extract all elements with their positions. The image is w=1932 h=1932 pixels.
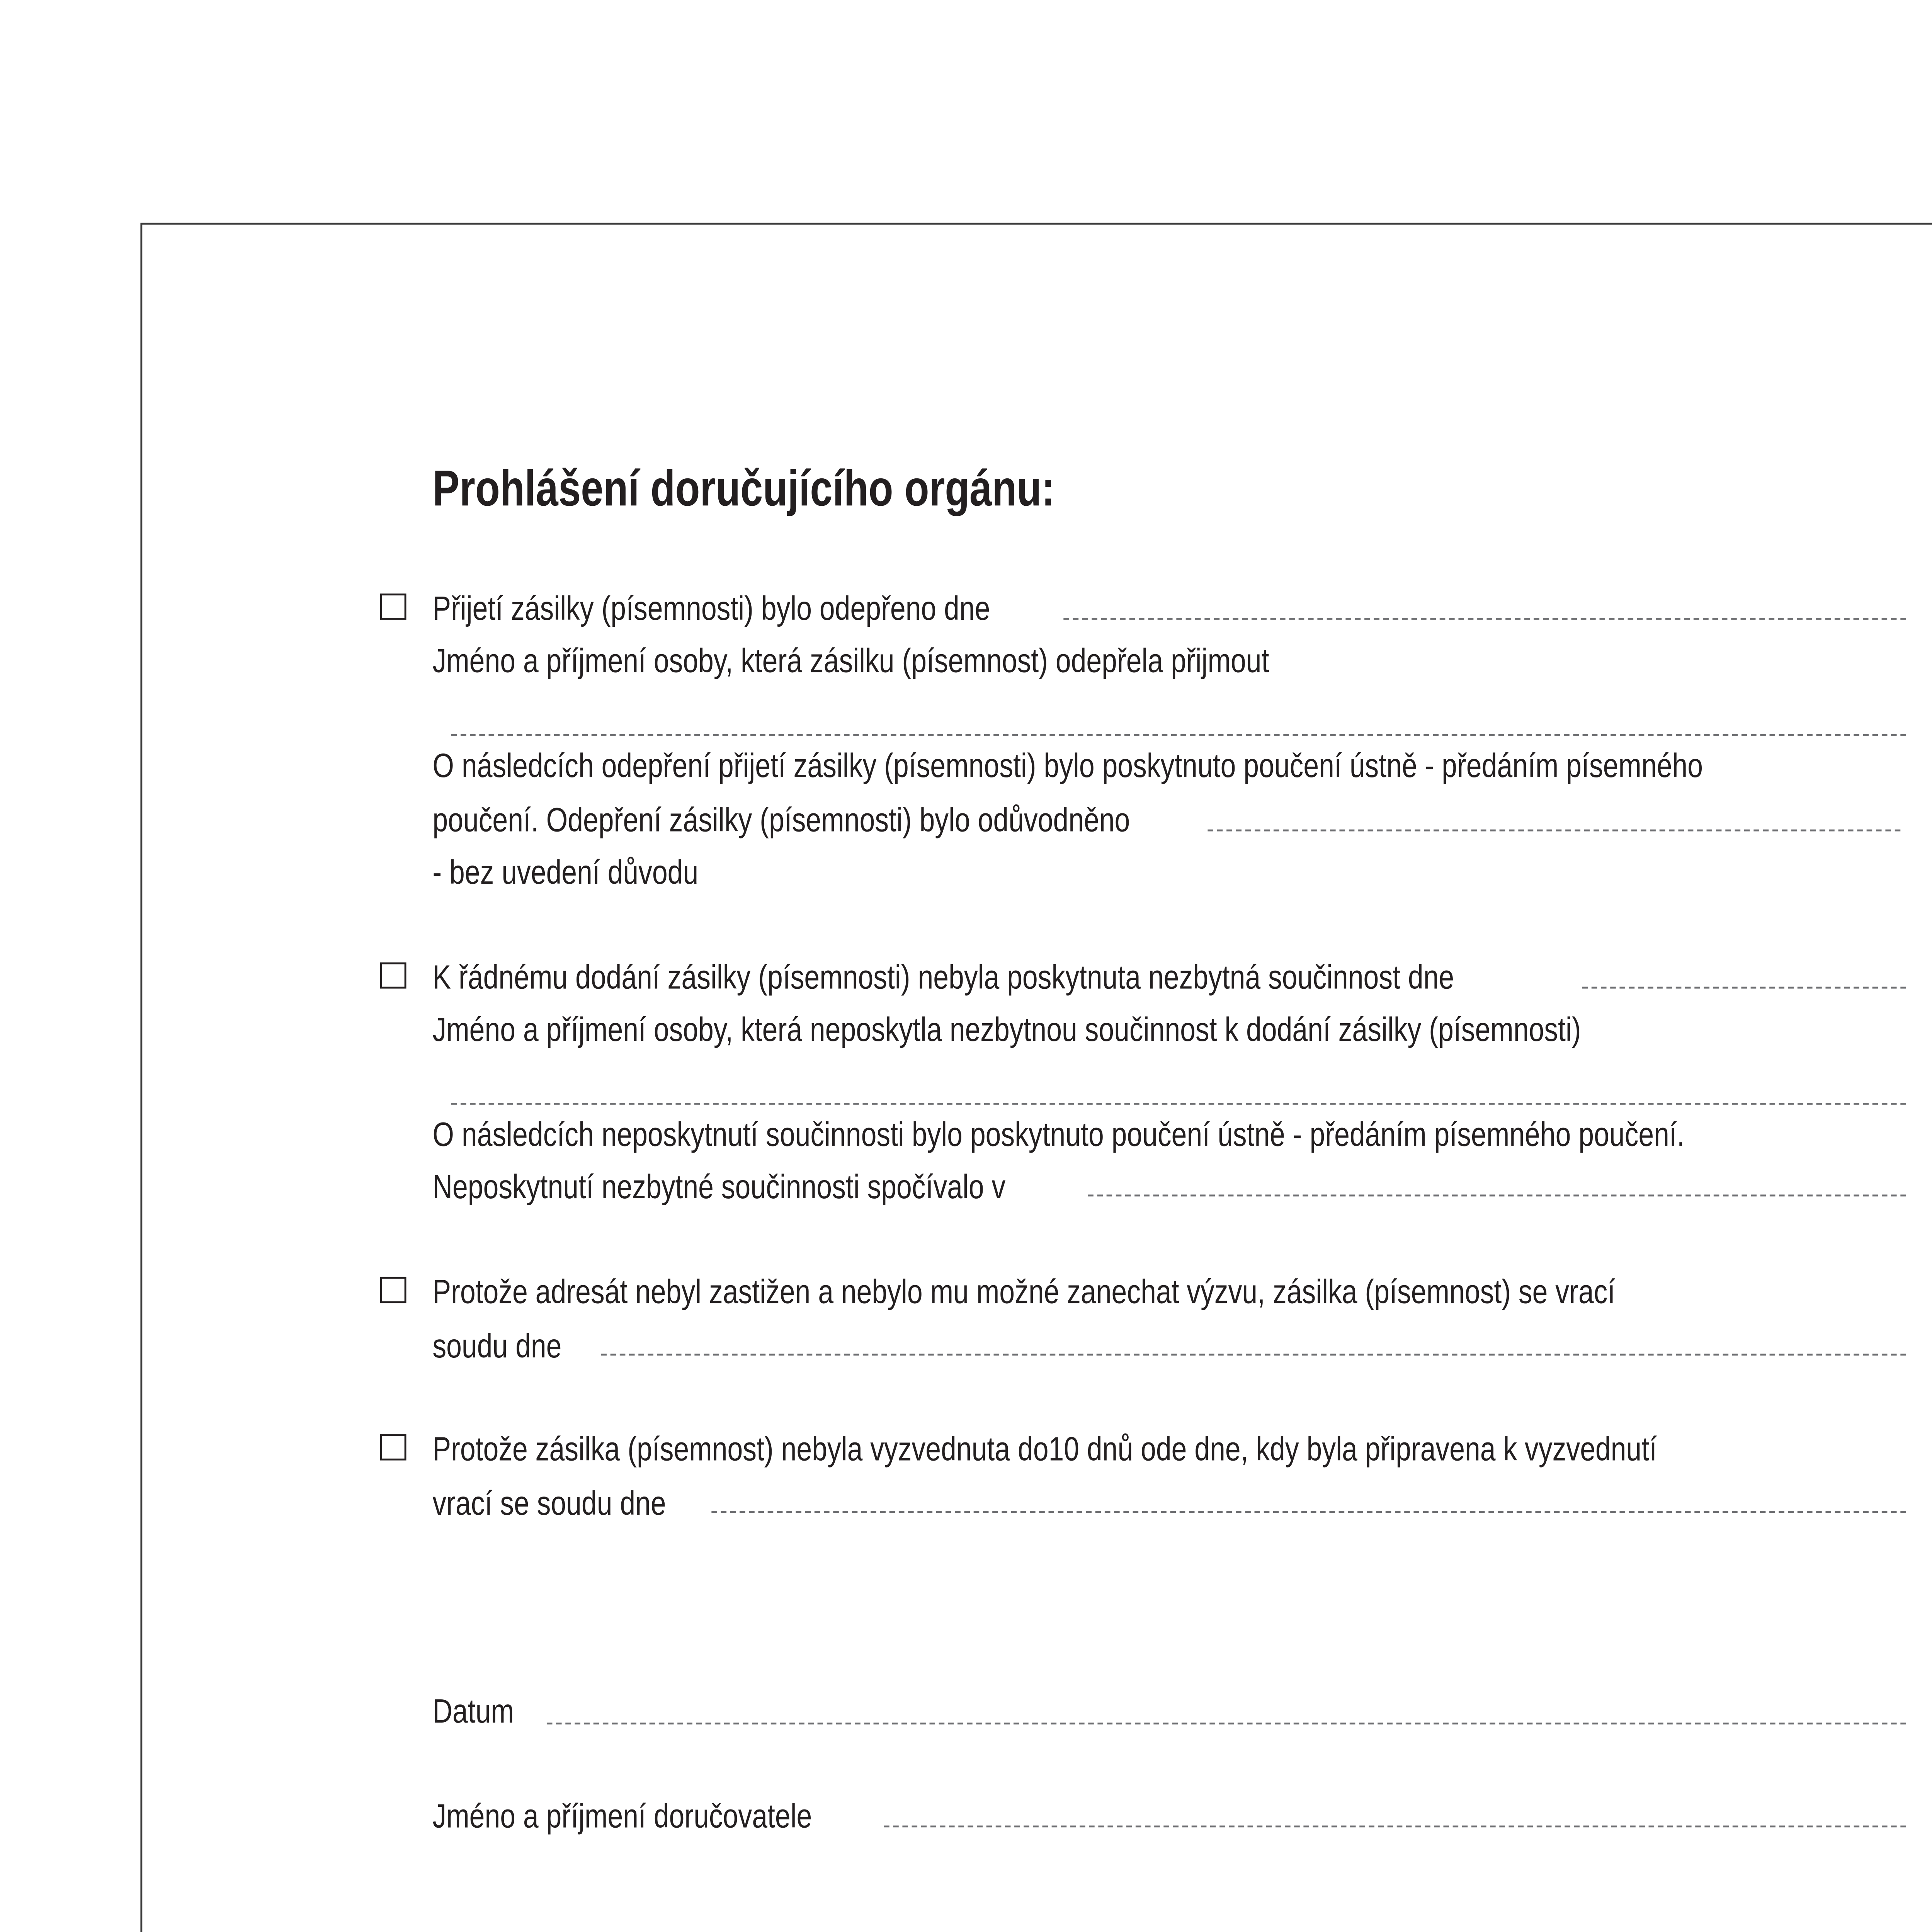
cooperation-reason-label: Neposkytnutí nezbytné součinnosti spočívalo v: [432, 1168, 1006, 1206]
not-collected-date-field[interactable]: [711, 1511, 1906, 1513]
refusal-person-field[interactable]: [451, 734, 1906, 736]
cooperation-person-field[interactable]: [451, 1103, 1906, 1105]
cooperation-instruction-text: O následcích neposkytnutí součinnosti bylo poskytnuto poučení ústně - předáním písemného poučení.: [432, 1116, 1685, 1153]
not-collected-checkbox[interactable]: [380, 1434, 406, 1461]
form-title: Prohlášení doručujícího orgánu:: [432, 461, 1055, 517]
not-found-date-label: soudu dne: [432, 1327, 562, 1365]
refusal-person-label: Jméno a příjmení osoby, která zásilku (písemnost) odepřela přijmout: [432, 642, 1269, 680]
cooperation-person-label: Jméno a příjmení osoby, která neposkytla nezbytnou součinnost k dodání zásilky (písemnosti): [432, 1011, 1581, 1049]
cooperation-reason-field[interactable]: [1088, 1194, 1906, 1196]
date-label: Datum: [432, 1692, 514, 1730]
refusal-reason-label: poučení. Odepření zásilky (písemnosti) bylo odůvodněno: [432, 801, 1130, 839]
refusal-reason-field[interactable]: [1208, 830, 1900, 832]
not-found-text: Protože adresát nebyl zastižen a nebylo mu možné zanechat výzvu, zásilka (písemnost) se vrací: [432, 1273, 1616, 1311]
cooperation-date-field[interactable]: [1582, 987, 1906, 989]
not-found-checkbox[interactable]: [380, 1277, 406, 1303]
not-collected-date-label: vrací se soudu dne: [432, 1485, 666, 1522]
courier-name-label: Jméno a příjmení doručovatele: [432, 1797, 812, 1835]
refusal-no-reason-text: - bez uvedení důvodu: [432, 854, 699, 891]
courier-name-field[interactable]: [884, 1825, 1906, 1827]
date-field[interactable]: [547, 1723, 1906, 1725]
refusal-instruction-text: O následcích odepření přijetí zásilky (písemnosti) bylo poskytnuto poučení ústně - předáním písemného: [432, 747, 1703, 785]
cooperation-checkbox[interactable]: [380, 963, 406, 989]
not-collected-text: Protože zásilka (písemnost) nebyla vyzvednuta do10 dnů ode dne, kdy byla připravena k vyzvednutí: [432, 1430, 1657, 1468]
refusal-date-label: Přijetí zásilky (písemnosti) bylo odepřeno dne: [432, 590, 990, 628]
cooperation-date-label: K řádnému dodání zásilky (písemnosti) nebyla poskytnuta nezbytná součinnost dne: [432, 958, 1454, 996]
refusal-checkbox[interactable]: [380, 594, 406, 620]
not-found-date-field[interactable]: [601, 1354, 1906, 1355]
refusal-date-field[interactable]: [1063, 618, 1906, 620]
